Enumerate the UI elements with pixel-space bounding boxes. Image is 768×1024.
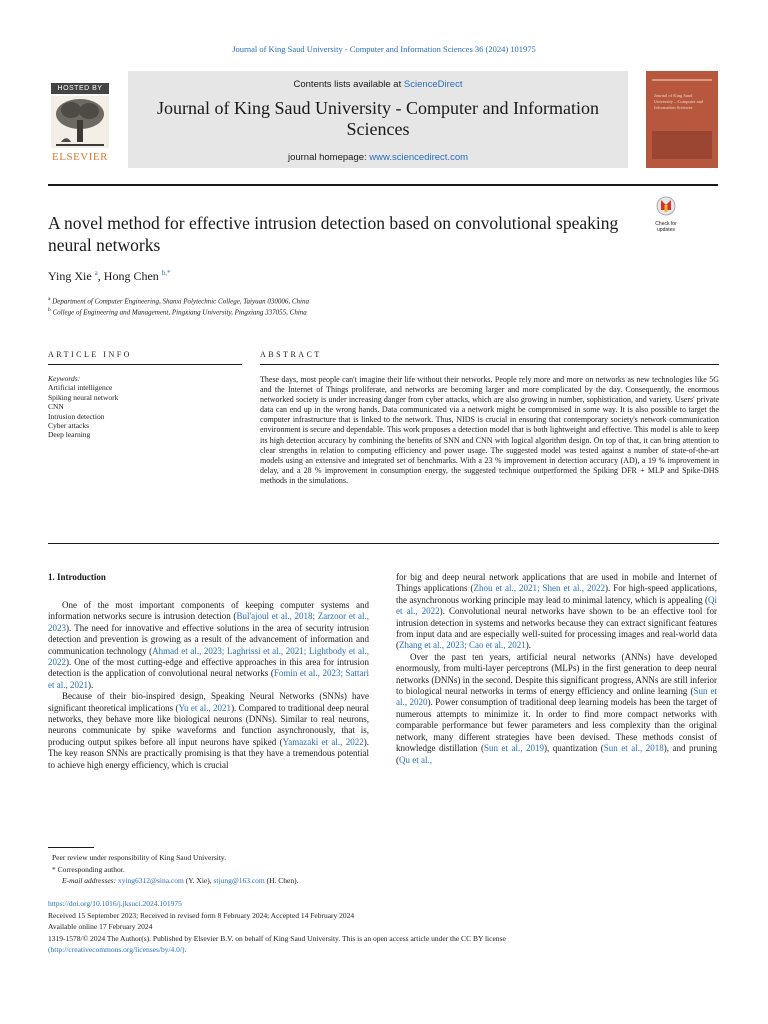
article-info-heading: ARTICLE INFO [48, 350, 132, 359]
elsevier-wordmark: ELSEVIER [52, 151, 108, 163]
journal-reference[interactable]: Journal of King Saud University - Computer and Information Sciences 36 (2024) 101975 [232, 44, 536, 54]
license-line: 1319-1578/© 2024 The Author(s). Published by Elsevier B.V. on behalf of King Saud University. This is an open access article under the CC BY license [48, 933, 506, 943]
section-heading-introduction: 1. Introduction [48, 572, 106, 582]
citation-link[interactable]: Sun et al., 2020 [396, 686, 717, 708]
citation-link[interactable]: Yu et al., 2021 [178, 702, 232, 713]
paragraph: Because of their bio-inspired design, Speaking Neural Networks (SNNs) have significant theoretical implications (Yu et al., 2021). Compared to traditional deep neural networks, they behave more like biological neurons (DNNs). Similar to real neurons, neurons communicate by spike waveforms and function asynchronously, that is, producing output spikes before all input neurons have spiked (Yamazaki et al., 2022). The key reason SNNs are practically promising is that they have a tremendous potential to achieve high energy efficiency, which is crucial [48, 691, 370, 770]
author-affiliation-ref[interactable]: a [94, 269, 98, 277]
contents-line: Contents lists available at ScienceDirect [293, 79, 463, 90]
homepage-line: journal homepage: www.sciencedirect.com [287, 152, 469, 163]
email-link[interactable]: xying6312@sina.com [117, 876, 184, 885]
keywords-label: Keywords: [48, 374, 81, 383]
affiliation: $^a$ Department of Computer Engineering, Shanxi Polytechnic College, Taiyuan 030006, China [48, 296, 309, 306]
citation-link[interactable]: Ahmad et al., 2023; Laghrissi et al., 2021; Lightbody et al., 2022 [48, 645, 369, 668]
crossmark-icon [646, 196, 686, 216]
abstract-heading: ABSTRACT [260, 350, 322, 359]
email-link[interactable]: stjung@163.com [213, 876, 265, 885]
banner-rule [48, 184, 718, 186]
keyword: Artificial intelligence [48, 383, 113, 393]
keyword: Spiking neural network [48, 392, 119, 402]
footnotes [52, 852, 299, 887]
email-note: E-mail addresses: xying6312@sina.com (Y. Xie), stjung@163.com (H. Chen). [62, 876, 299, 885]
citation-link[interactable]: Zhou et al., 2021; Shen et al., 2022 [473, 583, 605, 594]
keyword: CNN [48, 402, 64, 412]
author-affiliation-ref[interactable]: b,* [161, 269, 171, 277]
article-info-rule [48, 364, 242, 365]
body-column-left [48, 600, 369, 771]
paragraph: for big and deep neural network applications that are used in mobile and Internet of Things applications (Zhou et al., 2021; Shen et al., 2022). For high-speed applications, the asynchronous working principle may lead to minimal latency, which is appealing (Qi et al., 2022). Convolutional neural networks have shown to be an effective tool for intrusion detection in systems and networks because they can extract significant features from input data and are especially well-suited for processing images and real-world data (Zhang et al., 2023; Cao et al., 2021). [396, 572, 718, 651]
citation-link[interactable]: Sun et al., 2019 [484, 743, 544, 754]
keyword: Deep learning [48, 430, 91, 440]
body-column-right [396, 572, 717, 766]
sciencedirect-link[interactable]: ScienceDirect [403, 79, 463, 90]
cover-title: Journal of King Saud University – Computer and Information Sciences [654, 93, 704, 110]
paragraph: Over the past ten years, artificial neural networks (ANNs) have developed enormously, from multi-layer perceptrons (MLPs) in the first generation to deep neural networks (DNNs) in the second. Despite this significant progress, ANNs are still inferior to biological neural networks in terms of energy efficiency and online learning (Sun et al., 2020). Power consumption of traditional deep learning models has been the target of numerous attempts to minimize it. In order to find more compact networks with comparable performance but fewer parameters and less complexity than the original network, many different strategies have been devised. These methods consist of knowledge distillation (Sun et al., 2019), quantization (Sun et al., 2018), and pruning (Qu et al., [396, 651, 717, 765]
elsevier-tree-logo [51, 96, 109, 148]
crossmark-label: Check for updates [655, 221, 677, 233]
author-name[interactable]: Ying Xie [48, 269, 92, 283]
doi-link[interactable]: https://doi.org/10.1016/j.jksuci.2024.101975 [48, 899, 182, 908]
citation-link[interactable]: Fomin et al., 2023; Sattari et al., 2021 [48, 668, 369, 690]
article-metadata [48, 898, 719, 956]
banner-center [128, 71, 628, 168]
keywords-block [48, 374, 118, 440]
journal-cover-thumbnail[interactable] [646, 71, 718, 168]
author-list: Ying Xie $^a$, Hong Chen $^{b,*}$ [48, 269, 171, 283]
keyword: Intrusion detection [48, 411, 105, 421]
citation-link[interactable]: Qu et al., [399, 754, 432, 765]
homepage-link[interactable]: www.sciencedirect.com [369, 152, 469, 163]
abstract-text: These days, most people can't imagine their life without their networks. People rely more and more on networks as new technologies like 5G and the Internet of Things proliferate, and networks are becoming larger and more complicated by the day. Consequently, the enormous networked society is under increasing danger from cyber attacks, which are also growing in number, sophistication, and variety. Users' private data can end up in the wrong hands. Data communicated via a network might be compromised in some way. It is also possible to target the computer infrastructure that is linked to the network. Thus, NIDS is crucial in ensuring that contemporary society's network communication environment is secure and dependable. This work proposes a detection model that is both lightweight and effective. This model is able to keep its high detection accuracy by combining the benefits of SNN and CNN with logical algorithm design. On top of that, it can bring attention to clear strengths in relation to computing efficiency and power usage. The suggested model was tested against a number of state-of-the-art models using an extensive and integrated set of benchmarks. With a 23 % improvement in detection accuracy (AD), a 19 % improvement in delay, and a 28 % improvement in consumption energy, the suggested technique outperformed the Spiking DFR + MLP and Spike-DHS methods in the simulations. [260, 375, 719, 485]
check-for-updates-badge[interactable] [646, 196, 686, 233]
author-name[interactable]: Hong Chen [103, 269, 159, 283]
affiliation: $^b$ College of Engineering and Management, Pingxiang University, Pingxiang 337055, China [48, 307, 307, 317]
corresponding-author-note: * Corresponding author. [52, 864, 125, 874]
received-dates: Received 15 September 2023; Received in revised form 8 February 2024; Accepted 14 February 2024 [48, 910, 355, 920]
journal-title: Journal of King Saud University - Computer and Information Sciences [157, 98, 599, 139]
footnote-rule [48, 847, 94, 848]
paragraph: One of the most important components of keeping computer systems and information networks secure is intrusion detection (Bul'ajoul et al., 2018; Zarzoor et al., 2023). The need for innovative and effective solutions in the area of security intrusion detection and prevention is growing as a result of the advancement of information and communication technology (Ahmad et al., 2023; Laghrissi et al., 2021; Lightbody et al., 2022). One of the most cutting-edge and effective approaches in this area for intrusion detection is the application of convolutional neural networks (Fomin et al., 2023; Sattari et al., 2021). [48, 600, 369, 690]
journal-banner [48, 71, 718, 168]
keyword: Cyber attacks [48, 421, 90, 431]
citation-link[interactable]: Zhang et al., 2023; Cao et al., 2021 [399, 640, 526, 651]
abstract-rule [260, 364, 719, 365]
available-online: Available online 17 February 2024 [48, 922, 153, 931]
hosted-by-label: HOSTED BY [51, 83, 109, 94]
license-link[interactable]: (http://creativecommons.org/licenses/by/4.0/). [48, 945, 187, 954]
peer-review-note: Peer review under responsibility of King Saud University. [52, 853, 227, 862]
citation-link[interactable]: Qi et al., 2022 [396, 594, 717, 617]
article-title: A novel method for effective intrusion detection based on convolutional speaking neural networks [48, 213, 619, 255]
citation-link[interactable]: Bul'ajoul et al., 2018; Zarzoor et al., 2023 [48, 611, 369, 633]
citation-link[interactable]: Sun et al., 2018 [603, 743, 664, 754]
citation-link[interactable]: Yamazaki et al., 2022 [282, 736, 364, 747]
abstract-bottom-rule [48, 543, 719, 544]
